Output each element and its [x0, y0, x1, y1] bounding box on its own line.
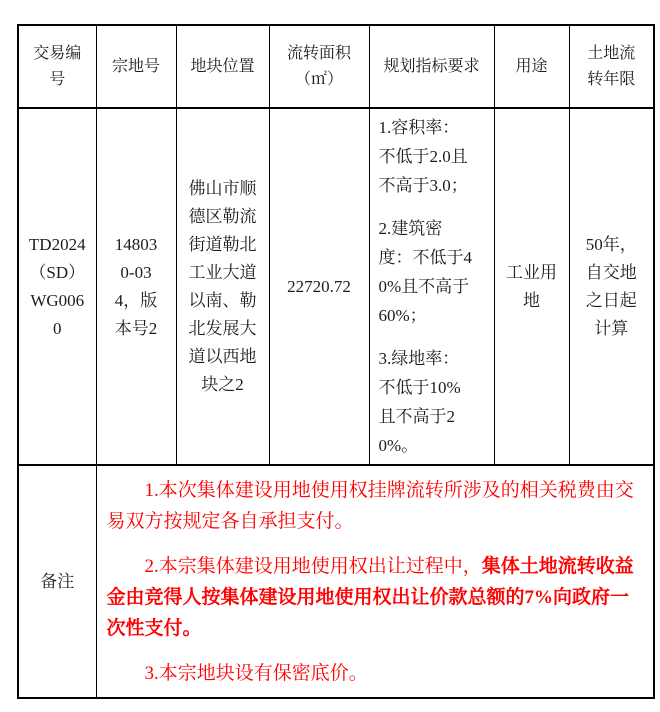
- table-row: [18, 108, 654, 465]
- cell-transaction-no: TD2024（SD）WG0060: [18, 108, 96, 465]
- remark-paragraph-taxes: [107, 475, 646, 537]
- remark-segment-bold: 集体土地流转收益金由竞得人按集体建设用地使用权出让价款总额的7%向政府一次性支付。: [106, 555, 634, 639]
- header-planning: 规划指标要求: [369, 25, 494, 108]
- land-listing-table: [17, 24, 655, 699]
- remark-segment: 2.本宗集体建设用地使用权出让过程中，: [144, 555, 482, 577]
- cell-planning: [369, 108, 494, 465]
- cell-area: 22720.72: [269, 108, 369, 465]
- cell-land-use: 工业用地: [494, 108, 569, 465]
- header-term: 土地流转年限: [569, 25, 654, 108]
- cell-location: 佛山市顺德区勒流街道勒北工业大道以南、勒北发展大道以西地块之2: [176, 108, 269, 465]
- remark-segment: 1.本次集体建设用地使用权挂牌流转所涉及的相关税费由交易双方按规定各自承担支付。: [106, 479, 634, 532]
- remark-paragraph-reserve-price: [107, 658, 646, 689]
- header-transaction-no: 交易编号: [18, 25, 96, 108]
- remarks-content: [96, 465, 654, 698]
- remark-segment: 3.本宗地块设有保密底价。: [144, 662, 368, 684]
- table-header-row: [18, 25, 654, 108]
- header-area: 流转面积（㎡）: [269, 25, 369, 108]
- header-land-use: 用途: [494, 25, 569, 108]
- planning-item-plot-ratio: 1.容积率：不低于2.0且不高于3.0；: [378, 118, 468, 195]
- planning-item-building-density: 2.建筑密度：不低于40%且不高于60%；: [378, 219, 472, 325]
- cell-parcel-no: 148030-034，版本号2: [96, 108, 176, 465]
- planning-item-green-ratio: 3.绿地率：不低于10%且不高于20%。: [378, 349, 461, 455]
- cell-term: 50年，自交地之日起计算: [569, 108, 654, 465]
- remarks-label: 备注: [18, 465, 96, 698]
- header-parcel-no: 宗地号: [96, 25, 176, 108]
- remarks-row: [18, 465, 654, 698]
- header-location: 地块位置: [176, 25, 269, 108]
- remark-paragraph-transfer-fee: [107, 551, 646, 644]
